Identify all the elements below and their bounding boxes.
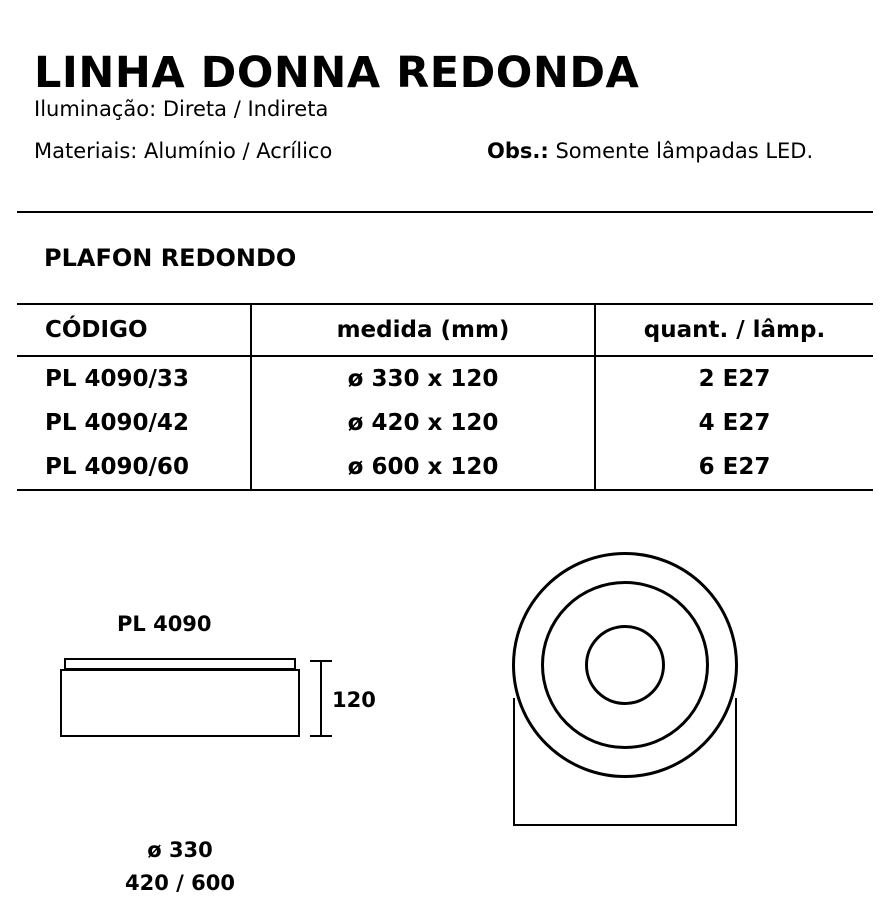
table-header-row [17, 305, 873, 357]
cell-codigo: PL 4090/60 [17, 445, 252, 489]
side-view-label: PL 4090 [117, 612, 212, 636]
cell-codigo: PL 4090/33 [17, 357, 252, 401]
height-dimension-line [320, 660, 322, 737]
front-view-inner-circle [585, 625, 665, 705]
section-title: PLAFON REDONDO [44, 244, 297, 272]
height-dimension-label: 120 [332, 688, 376, 712]
illumination-text: Iluminação: Direta / Indireta [34, 97, 329, 121]
cell-codigo: PL 4090/42 [17, 401, 252, 445]
cell-quantidade: 2 E27 [698, 366, 771, 392]
table-row [17, 445, 873, 489]
column-header-codigo: CÓDIGO [17, 305, 252, 355]
table-row [17, 401, 873, 445]
diameter-dimension-line [513, 824, 737, 826]
header-divider [17, 211, 873, 213]
cell-quantidade: 4 E27 [698, 410, 771, 436]
extension-line-left [513, 698, 515, 826]
cell-medida: ø 420 x 120 [252, 401, 596, 445]
cell-quantidade: 6 E27 [698, 454, 771, 480]
column-header-medida: medida (mm) [252, 305, 596, 355]
extension-line-right [735, 698, 737, 826]
obs-text [487, 138, 813, 164]
materials-text: Materiais: Alumínio / Acrílico [34, 139, 333, 163]
side-view-body [60, 669, 300, 737]
diameter-alternatives-label: 420 / 600 [125, 871, 235, 895]
cell-medida: ø 330 x 120 [252, 357, 596, 401]
page-title: LINHA DONNA REDONDA [34, 47, 640, 98]
table-row [17, 357, 873, 401]
obs-label: Obs.: [487, 139, 549, 163]
diameter-dimension-label: ø 330 [147, 838, 213, 862]
obs-value: Somente lâmpadas LED. [555, 139, 814, 163]
column-header-quantidade: quant. / lâmp. [643, 317, 826, 343]
product-table [17, 303, 873, 491]
cell-medida: ø 600 x 120 [252, 445, 596, 489]
